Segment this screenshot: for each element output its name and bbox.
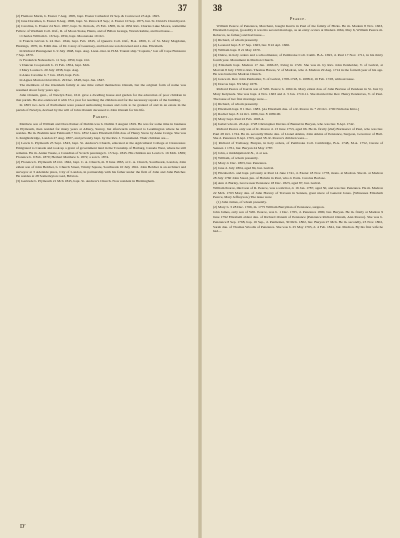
paragraph: iii Richard Plantagenet b. 9 July 1848, bapt. Aug. Lieut.-Inst. in H.M. Transit ship "Captain," lost off Cape Finisterre 7 Sep. 1870. <box>16 48 186 58</box>
paragraph: John James, only son of Will. Pearce, was b. 1 Dec. 1765, d. Penzance 1800, bur. Buryan. He m. firstly at Madron 9 June 1792 Elizabeth eldest dau. of Richard Oxnam of Penzance (Penzance Richard Oxnam, Ann Pearce). She was b. Penzance 8 Sep. 1768, bap. 16 Sep., d. Penlieiner, 30 Mch. 1802, bur. Buryan 27 Mch. He m. secondly, 23 Nov. 1802, Sarah dau. of Thomas Woodis of Penzance. She was b. 25 May 1765, d. 4 Feb. 1841, bur. Madron. By his first wife he had— <box>213 210 383 234</box>
left-column <box>16 14 186 184</box>
paragraph: William Pearce, third son of R. Pearce, was a solicitor, d. 16 Jan. 1787, aged 50, and was bur. Penzance. He m. Madron 22 Mch. 1763 Mary dau. of John Harvey of Trevean in Sennen, great niece of General Jones. (Witnesses Elizabeth Pearce, Mary Jeffreyson.) The issue were <box>213 185 383 200</box>
paragraph: (3) Elizabeth b. and bapt. privately at Paul 14 June 1741, d. Exeter 18 Nov. 1778, mons. at Madron. She m. at Madron 28 July 1760 John Stead, jun. of Halwin in Paul, who d. Paris. Carolus Borlase. <box>213 171 383 180</box>
paragraph: (1) Elizabeth bapt. Madron 17 Jan. 1666-67, living in 1720. She was m. by Rev. John Penholder, V. of Gulval, at Morvah 8 July 1709 to Rev. Thomas Hawes, V. of Madron, who d. Madron 29 Aug. 1714 in the fortieth year of his age. He was buried in Madron Church. <box>213 62 383 77</box>
paragraph: (3) Gertrude b. Plymouth 21 Mch 1845, bapt. St. Andrew's Church. Now resident in Birmingham. <box>16 179 155 184</box>
paragraph: The members of the Oxenham family at one time called themselves Oxnam, but the original form of name was resumed about forty years ago. <box>16 83 186 93</box>
paragraph: John Oxnam, gent., of Newlyn East, 1611 gave a dwelling house and garden for the education of poor children in that parish. He also endowed it with £5 a year for teaching the children and for the necessary repairs of the building. <box>16 93 186 102</box>
paragraph: iv Frederick Naboudre b. 11 Sep. 1850, bapt. Oct. <box>19 58 91 63</box>
paragraph: (2) Jane d. July 1804, aged 84, bur. Gulval. <box>213 166 275 171</box>
paragraph: William Pearce of Penzance, Merchant, bought Kerris in Paul of the family of Hicks. He m. Madern 8 Nov. 1663, Elizabeth Lanyon, (possibly it was his second marriage, as an entry occurs at Madern 1664, May 6, William Pearce m. Rebecca, no father,) and had issue— <box>213 23 383 38</box>
paragraph: (1) Elizabeth bapt. 8 1 Dec. 1683. [As Elizabeth dau. of a R. Pearce m. * 20 Oct. 1700 Nicholas Kitto.] <box>213 106 360 111</box>
paragraph: (3) Mary bapt. Paul 22 Feb. 1693-4. <box>213 116 265 121</box>
paragraph: ii Anna Caroline b. 7 Jan. 1843, bapt. Feb. <box>19 73 80 78</box>
paragraph: (1) Mary d. Dec. 1803, bur. Penzance. <box>213 161 268 166</box>
paragraph: (1) Richard, of whom presently. <box>213 101 259 106</box>
paragraph: (1) Richard of Trelissey, Buryan, in holy orders, of Pembroke Coll. Cambridge, B.A. 1748, M.A. 1752, Curate of Sennen 1 1761, bur. Buryan 24 May 1787. <box>213 141 383 151</box>
paragraph: Richard Pearce only son of R. Pearce d. 13 June 1753, aged 66. He m. firstly (2nd) Borlasewr of Paul, who was bur. Paul 28 Oct. 1724. He m. secondly Marie dau. of Lionel Atkins, John Atkins of Penzance, Surgeon, Governor of Hull. She d. Penzance 8 Apl. 1763, aged 58. R. Pearce's children were— <box>213 126 383 141</box>
paragraph: (4) Caroline, b. Exeter 24 Nov. 1807, bapt. St. Petrock, 25 Feb. 1808, m. in 1832 Rev. Charles Luke Moore, sometime Fellow of Wadham Coll. Oxf., R. of Moon Stoke, Hants, and of Billon Grange, Warwickshire, and had issue— <box>16 24 186 33</box>
paragraph: (2) Mary b. 3 28 Dec. 1766, m. 1775 William Berryman of Penzance, surgeon. <box>213 205 325 210</box>
paragraph: (1) Lewis b. Plymouth 25 Sept. 1843, bapt. St. Andrew's Church, educated at the Agricultural College at Cirencester. Emigrated to Canada and took up a grant of government land in the Township of Harburg, Canada West, where he still remains. He m. Annie Tassie, a Canadian of Scotch parentage b. 15 Sep. 1845. His children are Lewis b. 16 Mch. 1869; Florence b. 9 Feb. 1870; Herbert Matthew b. 1872; a son b. 1874. <box>16 141 186 160</box>
paragraph: (4) Ann d. Burley, Grove near Penzance 18 Dec. 1823, aged 87, bur. Gulval. <box>213 180 322 185</box>
paragraph: (3) William bapt. 8 21 May 1670. <box>213 48 261 53</box>
page-number-left: 37 <box>178 3 187 13</box>
paragraph: Richard Pearce of Kerris son of Will. Pearce b. 1664 m. Mary eldest dau. of John Borlase of Pendeen in St. Just by Mary Kelynack. She was bapt. 4 Nov. 1663 and d. 3 Jan. 1710-11. She married the Rev. Henry Penderves, V. of Paul. The issue of her first marriage were— <box>213 87 383 101</box>
paragraph: (2) John, a midshipman R.N., d. at sea. <box>213 151 269 156</box>
paragraph: (1) John James, of whom presently. <box>216 200 267 205</box>
paragraph: (2) Leonard bapt. 8 17 Sep. 1663, bur. 8 22 Apl. 1666. <box>213 43 290 48</box>
paragraph: i Charles William b. 16 Sep. 1834, bapt. Moonstoke 19 Oct. <box>19 33 105 38</box>
book-spine <box>198 0 202 538</box>
paragraph: (3) William, of whom presently. <box>213 156 259 161</box>
paragraph: In 1863 two Acts of Parliament were passed authorizing houses and cotts to be granted of and in an estate in the parish of Newlyn, devised by the will of John Oxnam deceased to John Oxnam for his life. <box>16 102 186 112</box>
page-number-right: 38 <box>213 3 222 13</box>
paragraph: ii Francis Girvan b. 24 Dec. 1844, bapt. Feb. 1845, of Queen's Coll. Oxf., B.A. 1869, C. of St. Mary Magdalen, Hastings, 1870, m. Edith dau. of Dr. Carey of Guernsey, and had one son drowned and a dau. Elizabeth. <box>16 38 186 48</box>
paragraph: v Duncan Coopstaich b. 15 Feb. 1854, bapt. Mch. <box>19 63 91 68</box>
paragraph: (4) Dulce, in holy orders and a schoolmaster, of Pembroke Coll. Camb. B.A. 1693, d. Paul 17 Nov. 1711, in his thirty fourth year. Monument in Madron Church. <box>213 53 383 62</box>
signature-mark: D′ <box>20 524 26 530</box>
paragraph: Matthew son of William and Dora Parker of Dublin was b. Dublin 3 August 1819. He was for some time in business in Plymouth, then resided for many years at Albury, Surrey, but afterwards removed to Leamington where he still resides. He m. Bodmin near Falmouth 7 Nov. 1852 Laura Elizabeth fifth dau. of Henry Snow by Anne Craige. She was b. Knightsbridge, London 27 Aug. 1807, and privately bapt. by the Rev. J. Townshend. Their children are— <box>16 121 186 141</box>
paragraph: (2) Rachel bapt. 8 14 Oct. 1686, bur. 8 1689-90. <box>213 111 282 116</box>
paragraph: (2) Florence b. Plymouth 18 Oct. 1842, bapt. C. A. Church, m. 8 June 1863, at C. A. Church, Southwark, London, John eldest son of John Belcher, b. Church Street, Trinity Square, Southwark 10 July 1841. John Belcher is an architect and surveyor at 3 Adelaide place, City of London, in partnership with his father under the firm of John and John Belcher. He resides at 28 Somerleyton road, Brixton. <box>16 160 186 179</box>
paragraph: iii Agnes Marion Octavilla b. 29 Dec. 1848, bapt. Jan. 1847. <box>19 78 106 83</box>
paragraph: I Mary Louisa b. 20 July 1838, bapt. Aug. <box>19 68 80 73</box>
paragraph: (2) Grace m. Rev. John Penholder, V. of Gulval, 1708-1728, b. 1688-9, 16 Feb. 1728, without issue. <box>213 77 355 82</box>
right-column <box>213 14 383 234</box>
section-heading: Parkes. <box>92 114 110 120</box>
section-heading: Pearce. <box>289 16 307 21</box>
paragraph: (3) Jane Dorothea, b. Exeter 8 Aug. 1806, bapt. St. Petrock 8 Sep.; d. Exeter 10 Sep. 1875, bur. St. David's Churchyard. <box>16 19 186 24</box>
paragraph: (3) Dorcas bapt. 8 9 May 1678. <box>213 82 258 87</box>
paragraph: (2) Flemore Marin, b. Exeter 7 Aug. 1805, bapt. Exeter Cathedral 19 Sep. & Cornwood 23 Apl. 1825. <box>16 14 161 18</box>
paragraph: (1) Richard, of whom presently. <box>213 38 259 43</box>
paragraph: (4) Isabel who m. 26 Apl. 1728 Christopher Davies of Bennel in Buryan, who was bur. 8 Apl. 1742. <box>213 121 355 126</box>
